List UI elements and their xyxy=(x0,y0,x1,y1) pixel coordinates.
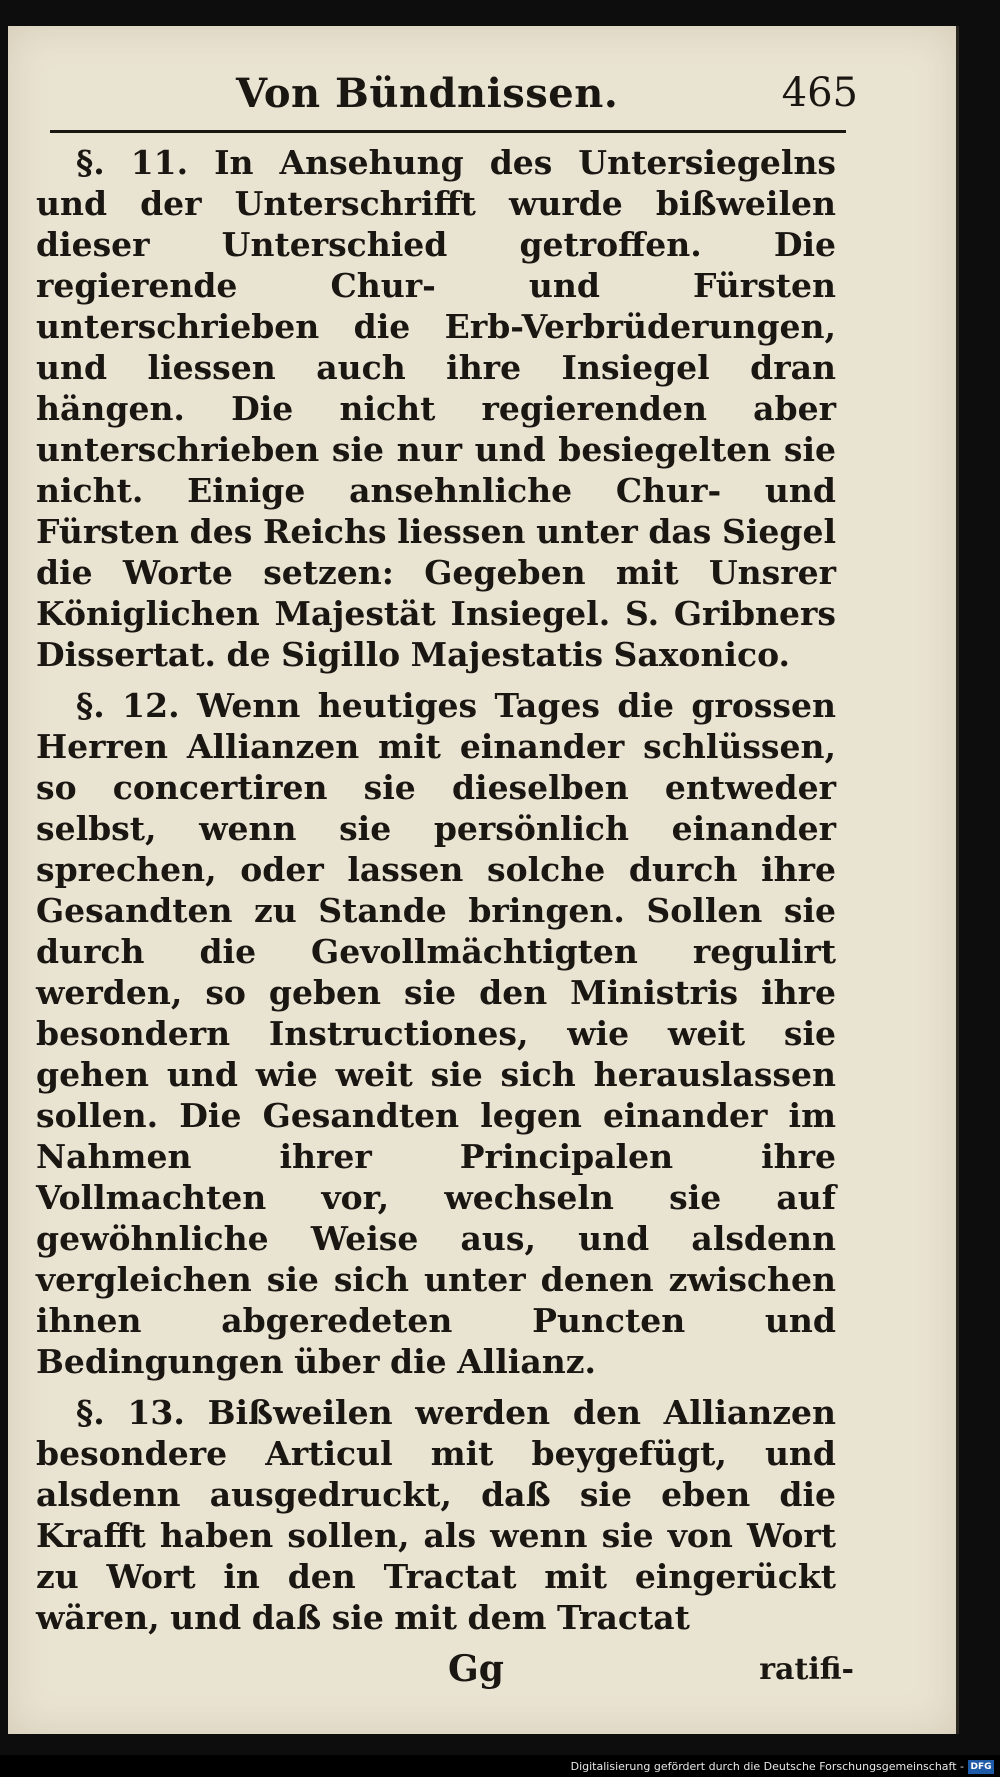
page-content xyxy=(36,70,858,1692)
body-text xyxy=(36,142,836,1638)
dfg-logo: DFG xyxy=(968,1760,994,1774)
funding-note: Digitalisierung gefördert durch die Deutsche Forschungsgemeinschaft - xyxy=(570,1760,964,1773)
catchword: ratifi- xyxy=(759,1652,854,1687)
paragraph-13: §. 13. Bißweilen werden den Allianzen besondere Articul mit beygefügt, und alsdenn ausgedruckt, daß sie eben die Krafft haben sollen, als wenn sie von Wort zu Wort in den Tractat mit eingerückt wären, und daß sie mit dem Tractat xyxy=(36,1393,836,1637)
book-page xyxy=(8,26,959,1734)
signature-mark: Gg xyxy=(448,1648,504,1690)
running-head xyxy=(36,70,858,128)
viewer-bottom-bar xyxy=(0,1755,1000,1777)
page-number: 465 xyxy=(781,70,858,116)
paragraph-11: §. 11. In Ansehung des Untersiegelns und der Unterschrifft wurde bißweilen dieser Unterschied getroffen. Die regierende Chur- und Fürsten unterschrieben die Erb-Verbrüderungen, und liessen auch ihre Insiegel dran hängen. Die nicht regierenden aber unterschrieben sie nur und besiegelten sie nicht. Einige ansehnliche Chur- und Fürsten des Reichs liessen unter das Siegel die Worte setzen: Gegeben mit Unsrer Königlichen Majestät Insiegel. S. Gribners Dissertat. de Sigillo Majestatis Saxonico. xyxy=(36,143,836,674)
head-rule xyxy=(50,130,846,133)
page-footer xyxy=(36,1648,854,1692)
paragraph-12: §. 12. Wenn heutiges Tages die grossen Herren Allianzen mit einander schlüssen, so concertiren sie dieselben entweder selbst, wenn sie persönlich einander sprechen, oder lassen solche durch ihre Gesandten zu Stande bringen. Sollen sie durch die Gevollmächtigten regulirt werden, so geben sie den Ministris ihre besondern Instructiones, wie weit sie gehen und wie weit sie sich herauslassen sollen. Die Gesandten legen einander im Nahmen ihrer Principalen ihre Vollmachten vor, wechseln sie auf gewöhnliche Weise aus, und alsdenn vergleichen sie sich unter denen zwischen ihnen abgeredeten Puncten und Bedingungen über die Allianz. xyxy=(36,686,836,1381)
running-head-title: Von Bündnissen. xyxy=(236,70,619,117)
